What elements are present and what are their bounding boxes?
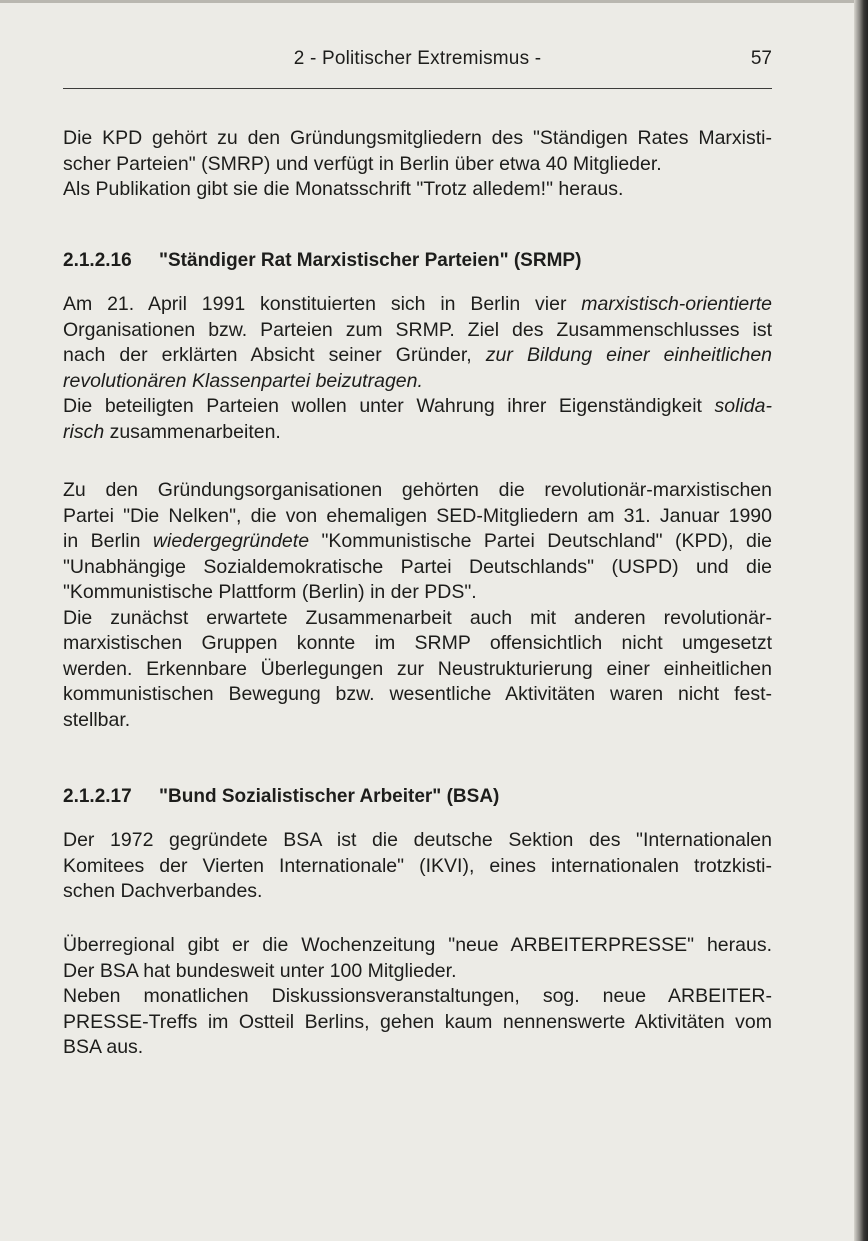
- section-heading: [63, 250, 772, 272]
- emphasis-text: zur Bildung einer einheitlichen: [485, 344, 773, 366]
- intro-paragraph: [63, 126, 772, 203]
- text-line: BSA aus.: [63, 1036, 144, 1058]
- bsa-activities-paragraph: [63, 933, 772, 1061]
- section-number: 2.1.2.17: [63, 786, 132, 807]
- text-line: [63, 292, 772, 318]
- text-line: werden. Erkennbare Überlegungen zur Neustrukturierung einer einheitlichen: [63, 657, 772, 680]
- text-span: Die beteiligten Parteien wollen unter Wahrung ihrer Eigenständigkeit: [63, 395, 715, 417]
- text-line: [63, 420, 772, 446]
- text-span: "Kommunistische Partei Deutschland" (KPD), die: [309, 530, 772, 552]
- text-line: Organisationen bzw. Parteien zum SRMP. Ziel des Zusammenschlusses ist: [63, 318, 772, 341]
- text-line: Der BSA hat bundesweit unter 100 Mitglieder.: [63, 959, 457, 982]
- text-line: [63, 394, 772, 420]
- text-line: Neben monatlichen Diskussionsveranstaltungen, sog. neue ARBEITER-: [63, 985, 772, 1007]
- text-line: Komitees der Vierten Internationale" (IKVI), eines internationalen trotzkisti-: [63, 854, 772, 877]
- text-span: in Berlin: [63, 530, 153, 552]
- section-number: 2.1.2.16: [63, 250, 132, 271]
- emphasis-text: revolutionären Klassenpartei beizutragen.: [63, 369, 423, 392]
- text-line: marxistischen Gruppen konnte im SRMP offensichtlich nicht umgesetzt: [63, 632, 772, 654]
- text-line: schen Dachverbandes.: [63, 880, 263, 902]
- text-line: Als Publikation gibt sie die Monatsschrift "Trotz alledem!" heraus.: [63, 178, 624, 200]
- page-binding-edge: [854, 0, 868, 1241]
- text-line: kommunistischen Bewegung bzw. wesentliche Aktivitäten waren nicht fest-: [63, 683, 772, 705]
- bsa-intro-paragraph: [63, 828, 772, 905]
- emphasis-text: wiedergegründete: [152, 530, 310, 552]
- text-line: [63, 369, 772, 395]
- page-number: 57: [750, 48, 772, 69]
- page-top-edge: [0, 0, 868, 3]
- smrp-paragraph: [63, 292, 772, 445]
- founding-orgs-paragraph: [63, 478, 772, 733]
- text-line: scher Parteien" (SMRP) und verfügt in Berlin über etwa 40 Mitglieder.: [63, 152, 662, 175]
- text-span: zusammenarbeiten.: [104, 420, 281, 443]
- text-line: Die zunächst erwartete Zusammenarbeit auch mit anderen revolutionär-: [63, 606, 772, 629]
- section-heading: [63, 786, 772, 808]
- header-rule: [63, 88, 772, 89]
- emphasis-text: solida-: [714, 395, 772, 417]
- text-line: Partei "Die Nelken", die von ehemaligen SED-Mitgliedern am 31. Januar 1990: [63, 504, 772, 527]
- running-header: [63, 48, 772, 82]
- emphasis-text: risch: [63, 420, 105, 443]
- text-line: Der 1972 gegründete BSA ist die deutsche Sektion des "Internationalen: [63, 829, 772, 851]
- text-line: "Kommunistische Plattform (Berlin) in der PDS".: [63, 581, 477, 603]
- text-line: Die KPD gehört zu den Gründungsmitgliedern des "Ständigen Rates Marxisti-: [63, 127, 772, 149]
- text-line: stellbar.: [63, 708, 131, 731]
- header-title: 2 - Politischer Extremismus -: [293, 48, 542, 69]
- text-line: Zu den Gründungsorganisationen gehörten die revolutionär-marxistischen: [63, 479, 772, 501]
- text-line: "Unabhängige Sozialdemokratische Partei Deutschlands" (USPD) und die: [63, 555, 772, 578]
- section-title: "Ständiger Rat Marxistischer Parteien" (SRMP): [159, 250, 582, 271]
- text-line: [63, 343, 772, 369]
- text-line: PRESSE-Treffs im Ostteil Berlins, gehen kaum nennenswerte Aktivitäten vom: [63, 1010, 772, 1033]
- text-span: Am 21. April 1991 konstituierten sich in Berlin vier: [63, 293, 582, 315]
- section-title: "Bund Sozialistischer Arbeiter" (BSA): [159, 786, 500, 807]
- emphasis-text: marxistisch-orientierte: [581, 293, 772, 315]
- text-span: nach der erklärten Absicht seiner Gründer,: [63, 344, 486, 366]
- text-line: [63, 529, 772, 555]
- text-line: Überregional gibt er die Wochenzeitung "neue ARBEITERPRESSE" heraus.: [63, 934, 772, 956]
